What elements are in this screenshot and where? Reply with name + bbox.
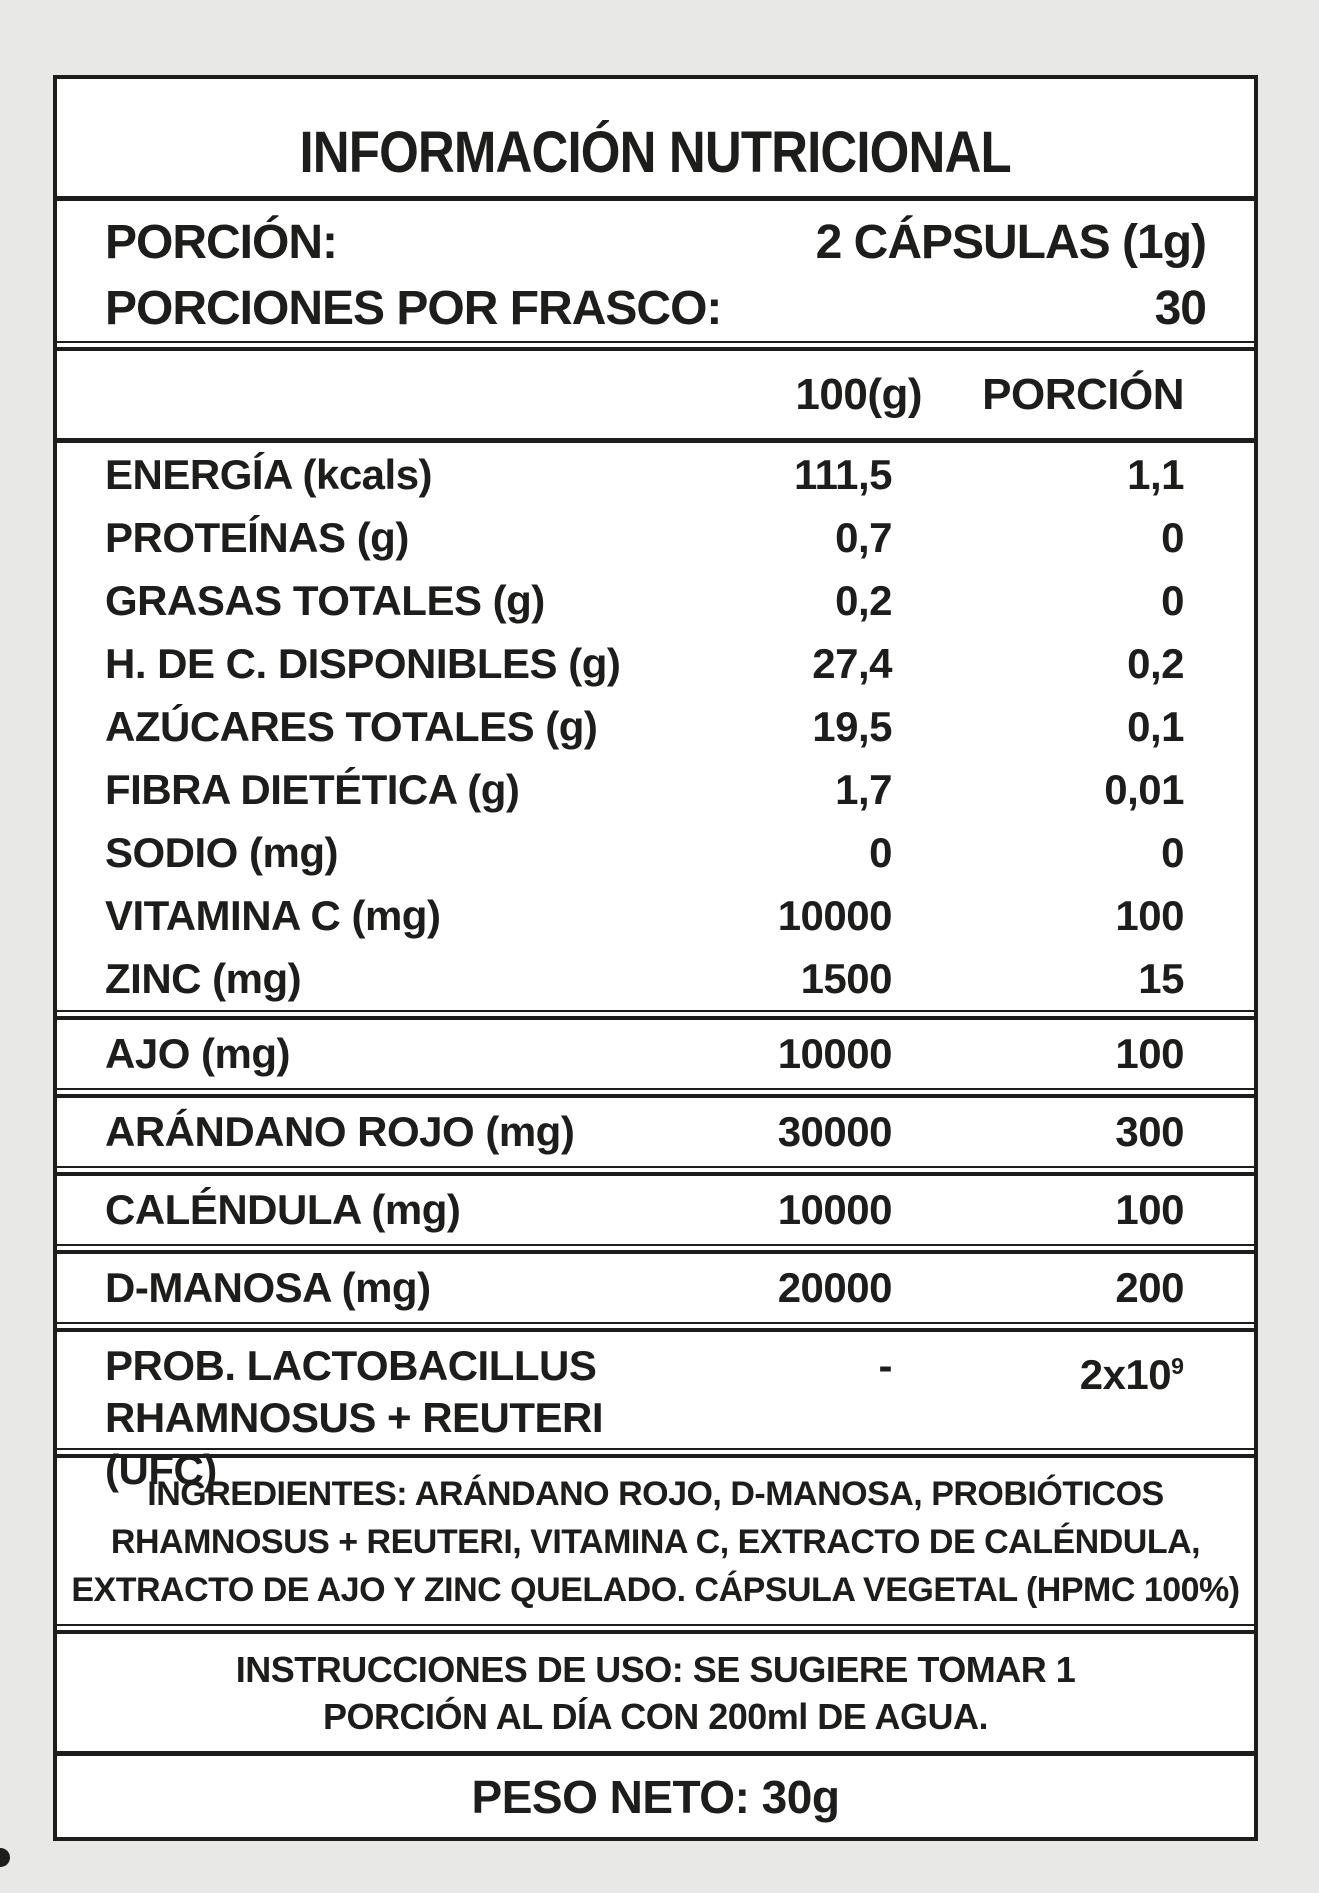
- nutrient-name: GRASAS TOTALES (g): [105, 576, 545, 624]
- nutrient-per100: 0: [869, 828, 892, 876]
- nutrient-per100: 27,4: [812, 639, 892, 687]
- nutrient-per100: 19,5: [812, 702, 892, 750]
- table-row: [57, 506, 1254, 569]
- nutrient-name: ENERGÍA (kcals): [105, 450, 433, 498]
- serving-size-value: 2 CÁPSULAS (1g): [815, 215, 1206, 269]
- nutrient-portion: 100: [1115, 1186, 1184, 1233]
- nutrition-facts-panel: [53, 75, 1258, 1841]
- servings-per-container-label: PORCIONES POR FRASCO:: [105, 281, 722, 335]
- nutrient-per100: 10000: [777, 1030, 892, 1077]
- instructions-line: PORCIÓN AL DÍA CON 200ml DE AGUA.: [323, 1696, 988, 1737]
- nutrient-per100: -: [878, 1342, 892, 1389]
- net-weight-section: [57, 1756, 1254, 1837]
- nutrient-name: H. DE C. DISPONIBLES (g): [105, 639, 621, 687]
- nutrient-name: ZINC (mg): [105, 954, 302, 1002]
- nutrient-portion: [892, 1340, 1184, 1401]
- edge-artifact-dot: [0, 1848, 10, 1867]
- nutrient-portion: 0,2: [1127, 639, 1184, 687]
- nutrient-per100: 1,7: [835, 765, 892, 813]
- nutrient-per100: 0,7: [835, 513, 892, 561]
- table-row-calendula: [57, 1176, 1254, 1244]
- nutrient-rows-section: [57, 443, 1254, 1010]
- ingredients-line: EXTRACTO DE AJO Y ZINC QUELADO. CÁPSULA VEGETAL (HPMC 100%): [71, 1571, 1240, 1609]
- nutrient-per100: 0,2: [835, 576, 892, 624]
- nutrient-portion: 0: [1161, 513, 1184, 561]
- serving-size-row: [105, 210, 1206, 274]
- nutrient-name: CALÉNDULA (mg): [105, 1186, 461, 1233]
- nutrient-portion: 1,1: [1127, 450, 1184, 498]
- servings-per-container-row: [105, 276, 1206, 340]
- serving-section: [57, 201, 1254, 341]
- table-row-ajo: [57, 1020, 1254, 1088]
- table-row: [57, 569, 1254, 632]
- nutrient-portion: 0,1: [1127, 702, 1184, 750]
- table-row: [57, 821, 1254, 884]
- section-divider: [57, 341, 1254, 351]
- column-header-per100: 100(g): [795, 369, 922, 419]
- ingredients-line: INGREDIENTES: ARÁNDANO ROJO, D-MANOSA, PROBIÓTICOS: [147, 1475, 1164, 1513]
- nutrient-name: ARÁNDANO ROJO (mg): [105, 1108, 575, 1155]
- nutrient-per100: 10000: [777, 891, 892, 939]
- net-weight-value: PESO NETO: 30g: [471, 1770, 840, 1823]
- table-row: [57, 695, 1254, 758]
- probiotic-name-line1: PROB. LACTOBACILLUS: [105, 1342, 597, 1389]
- section-divider: [57, 1166, 1254, 1176]
- section-divider: [57, 1088, 1254, 1098]
- nutrient-name: AJO (mg): [105, 1030, 290, 1077]
- servings-per-container-value: 30: [1154, 281, 1206, 335]
- table-row-arandano-rojo: [57, 1098, 1254, 1166]
- section-divider: [57, 1448, 1254, 1458]
- ingredients-section: [57, 1458, 1254, 1624]
- section-divider: [57, 1322, 1254, 1332]
- nutrient-per100: 111,5: [794, 450, 892, 498]
- nutrient-per100: 1500: [800, 954, 892, 1002]
- column-header-portion: PORCIÓN: [982, 369, 1184, 419]
- table-row: [57, 758, 1254, 821]
- nutrient-name: AZÚCARES TOTALES (g): [105, 702, 598, 750]
- table-row-probiotic: [57, 1332, 1254, 1493]
- table-row: [57, 443, 1254, 506]
- title-section: [57, 79, 1254, 196]
- nutrient-name: VITAMINA C (mg): [105, 891, 441, 939]
- probiotic-name-line2: RHAMNOSUS + REUTERI (UFC): [105, 1394, 604, 1493]
- nutrient-portion: 100: [1115, 1030, 1184, 1077]
- nutrient-portion: 300: [1115, 1108, 1184, 1155]
- nutrient-portion: 0: [1161, 576, 1184, 624]
- nutrient-portion: 200: [1115, 1264, 1184, 1311]
- table-row: [57, 632, 1254, 695]
- instructions-section: [57, 1634, 1254, 1751]
- nutrient-per100: 30000: [777, 1108, 892, 1155]
- column-header-row: [57, 351, 1254, 438]
- nutrient-portion: 15: [1138, 954, 1184, 1002]
- nutrient-name: PROTEÍNAS (g): [105, 513, 409, 561]
- section-divider: [57, 1244, 1254, 1254]
- ingredients-line: RHAMNOSUS + REUTERI, VITAMINA C, EXTRACTO DE CALÉNDULA,: [110, 1523, 1201, 1561]
- section-divider: [57, 1010, 1254, 1020]
- nutrient-portion: 100: [1115, 891, 1184, 939]
- nutrient-per100: 10000: [777, 1186, 892, 1233]
- probiotic-portion-exponent: 9: [1171, 1353, 1184, 1379]
- table-row-d-manosa: [57, 1254, 1254, 1322]
- table-row: [57, 947, 1254, 1010]
- nutrient-portion: 0,01: [1104, 765, 1184, 813]
- nutrient-name: FIBRA DIETÉTICA (g): [105, 765, 520, 813]
- nutrient-per100: 20000: [777, 1264, 892, 1311]
- serving-size-label: PORCIÓN:: [105, 215, 337, 269]
- panel-title: INFORMACIÓN NUTRICIONAL: [299, 120, 1012, 185]
- section-divider: [57, 1624, 1254, 1634]
- nutrient-name: SODIO (mg): [105, 828, 338, 876]
- instructions-line: INSTRUCCIONES DE USO: SE SUGIERE TOMAR 1: [235, 1649, 1076, 1690]
- table-row: [57, 884, 1254, 947]
- nutrient-name: D-MANOSA (mg): [105, 1264, 431, 1311]
- nutrient-portion: 0: [1161, 828, 1184, 876]
- probiotic-portion-base: 2x10: [1079, 1351, 1172, 1398]
